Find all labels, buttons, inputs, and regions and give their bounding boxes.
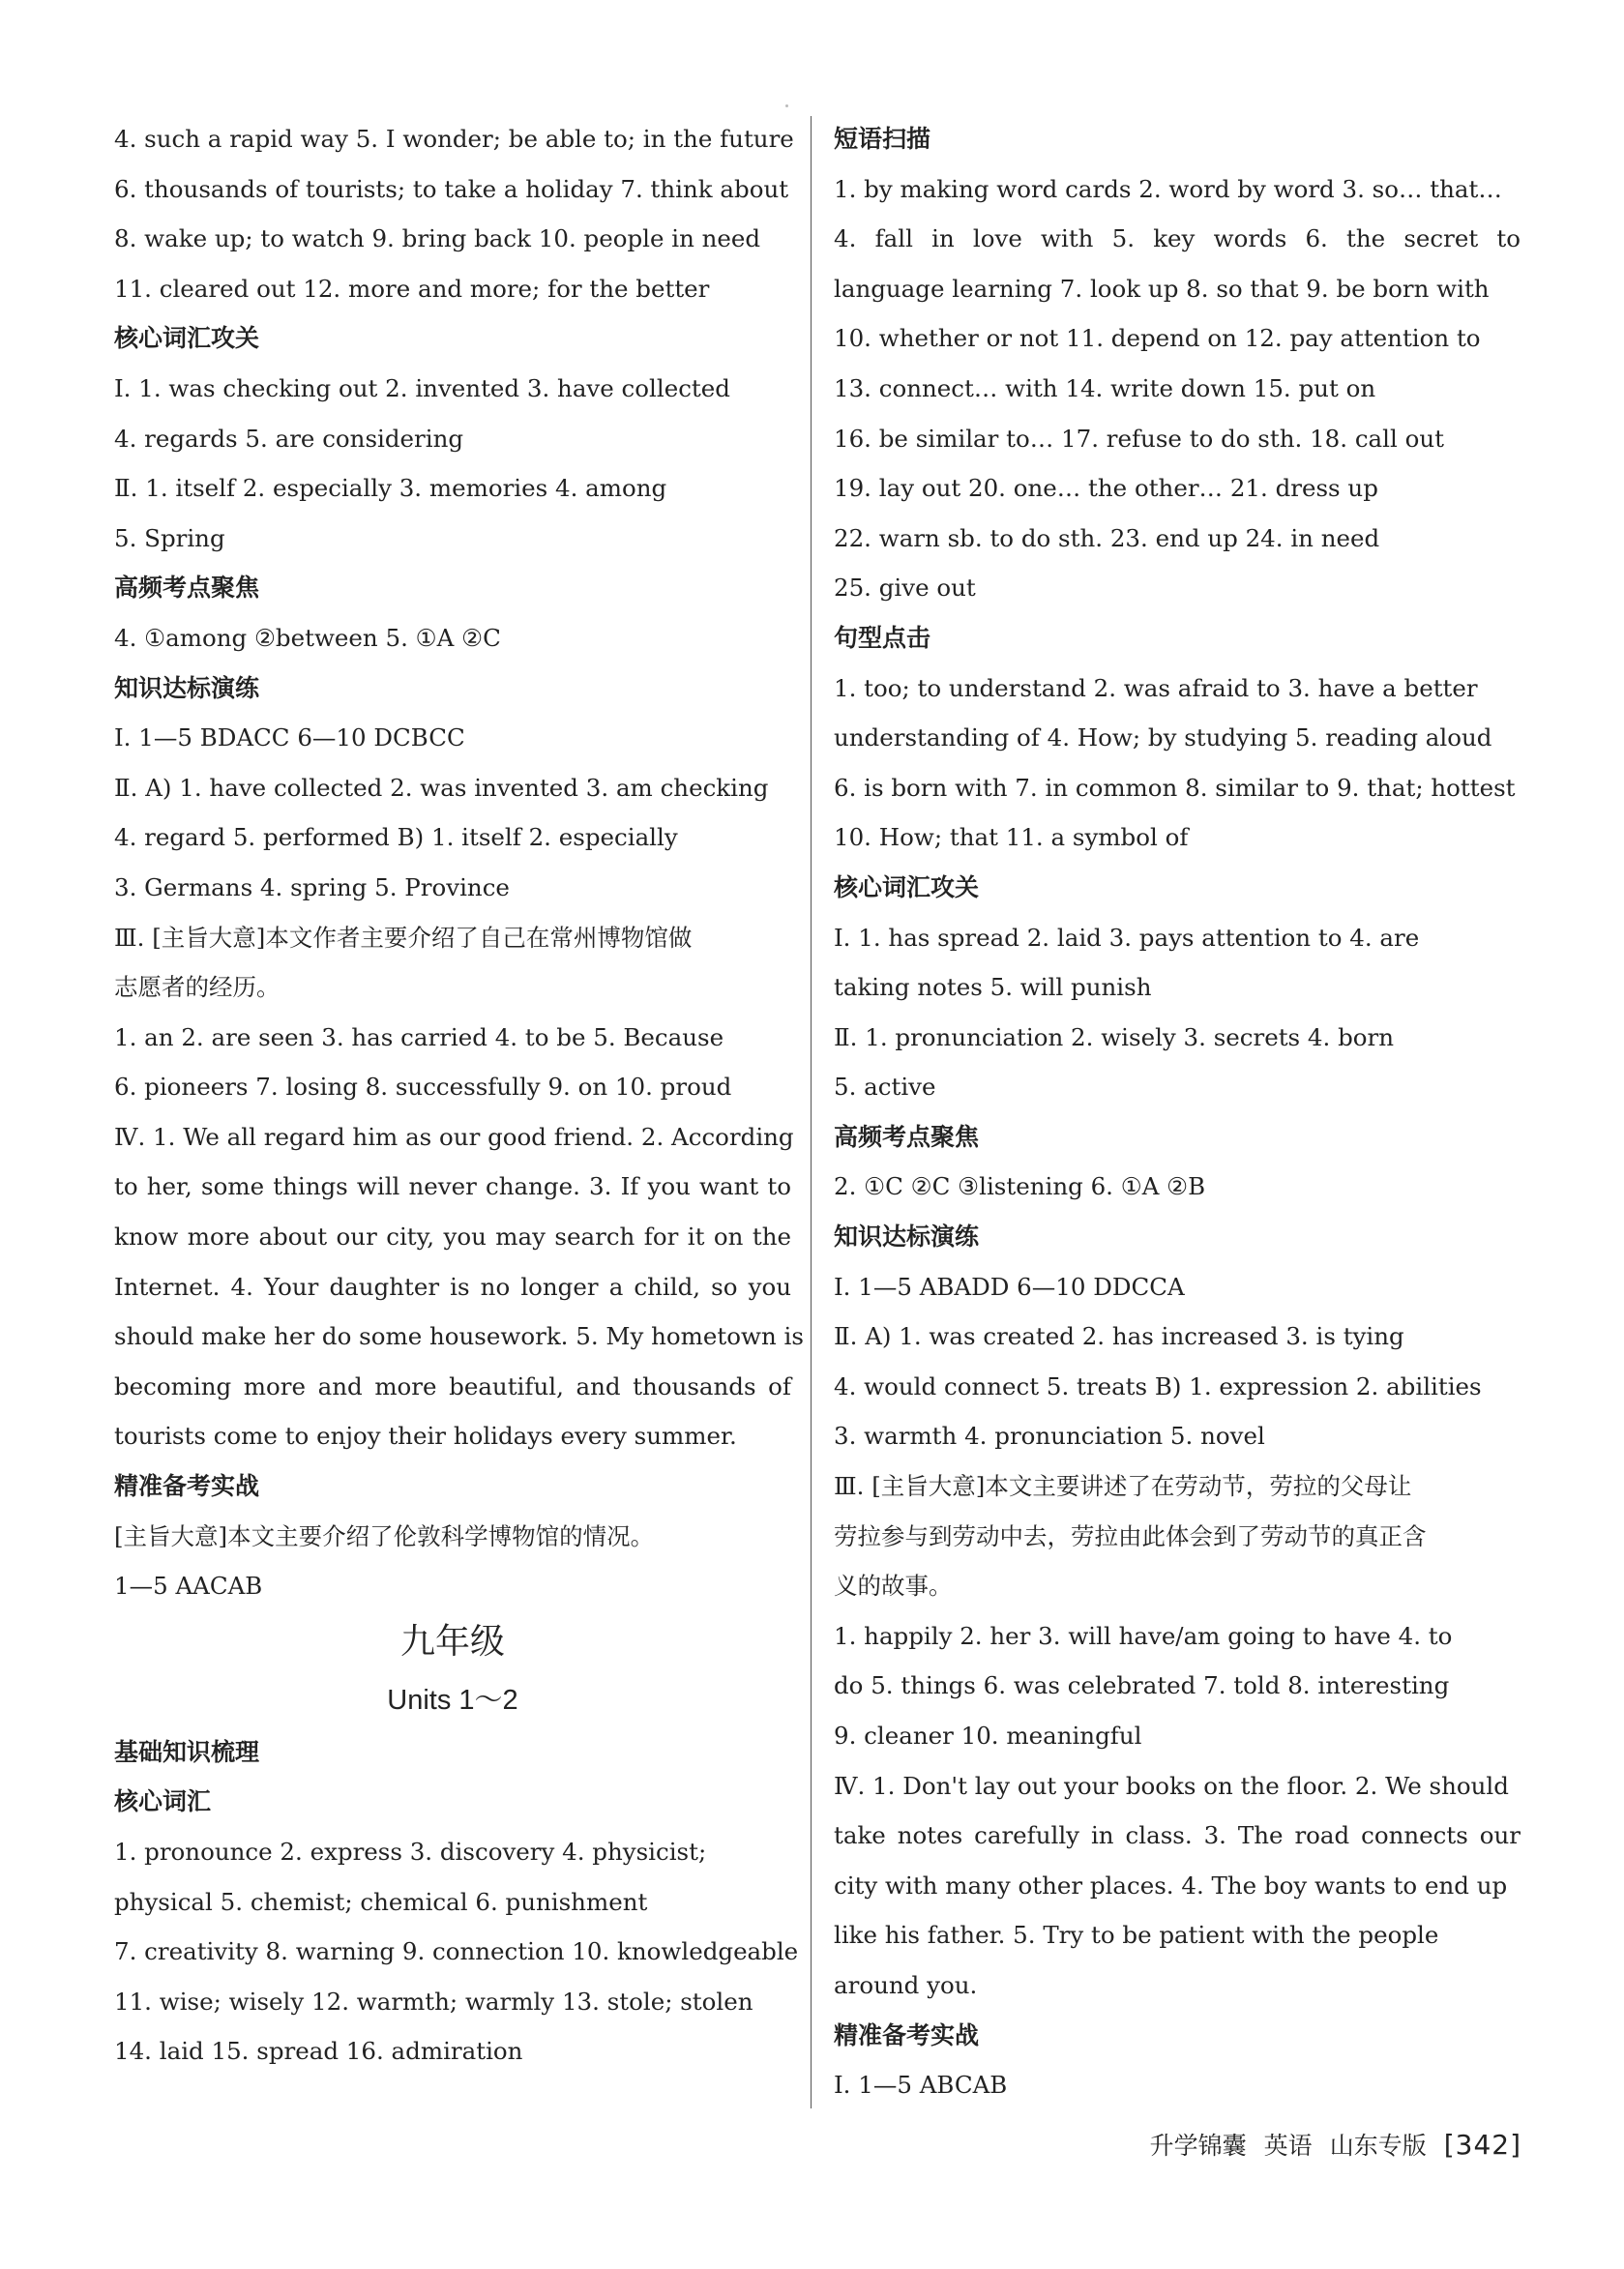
answer-line: 5. active: [834, 1073, 936, 1102]
answer-line: Ⅳ. 1. We all regard him as our good friend. 2. According: [114, 1122, 794, 1151]
answer-line: 4. regard 5. performed B) 1. itself 2. especially: [114, 823, 678, 852]
answer-line: 6. thousands of tourists; to take a holiday 7. think about: [114, 174, 789, 203]
section-heading: 核心词汇攻关: [834, 872, 980, 901]
answer-line: 9. cleaner 10. meaningful: [834, 1722, 1142, 1750]
answer-line: 7. creativity 8. warning 9. connection 10. knowledgeable: [114, 1937, 799, 1966]
answer-line: 5. Spring: [114, 523, 225, 552]
answer-line: 1. too; to understand 2. was afraid to 3. have a better: [834, 673, 1478, 702]
section-heading: 精准备考实战: [834, 2020, 980, 2049]
answer-line: do 5. things 6. was celebrated 7. told 8. interesting: [834, 1671, 1450, 1700]
section-heading: 知识达标演练: [114, 673, 260, 702]
answer-line: [主旨大意]本文主要介绍了伦敦科学博物馆的情况。: [114, 1521, 655, 1550]
answer-line: taking notes 5. will punish: [834, 973, 1152, 1002]
section-heading: 精准备考实战: [114, 1472, 260, 1501]
answer-line: Ⅲ. [主旨大意]本文作者主要介绍了自己在常州博物馆做: [114, 923, 693, 952]
answer-line: Ⅲ. [主旨大意]本文主要讲述了在劳动节，劳拉的父母让: [834, 1472, 1412, 1501]
answer-line: Ⅰ. 1. has spread 2. laid 3. pays attention to 4. are: [834, 923, 1420, 952]
answer-line: 14. laid 15. spread 16. admiration: [114, 2037, 523, 2066]
answer-line: 2. ①C ②C ③listening 6. ①A ②B: [834, 1172, 1206, 1201]
answer-line: 1. by making word cards 2. word by word 3. so… that…: [834, 174, 1502, 203]
answer-line: Ⅰ. 1—5 ABADD 6—10 DDCCA: [834, 1272, 1185, 1301]
answer-line: 1—5 AACAB: [114, 1572, 263, 1601]
answer-line: 11. cleared out 12. more and more; for the better: [114, 274, 710, 303]
answer-line: tourists come to enjoy their holidays every summer.: [114, 1422, 737, 1451]
page-footer: [1150, 2123, 1521, 2166]
answer-line: 16. be similar to… 17. refuse to do sth. 18. call out: [834, 424, 1444, 453]
answer-line: 义的故事。: [834, 1572, 953, 1601]
answer-line: like his father. 5. Try to be patient with the people: [834, 1921, 1439, 1950]
answer-line: around you.: [834, 1970, 978, 1999]
grade-title: 九年级: [399, 1621, 505, 1662]
column-divider: [811, 116, 812, 2108]
answer-line: Ⅱ. A) 1. was created 2. has increased 3. is tying: [834, 1322, 1404, 1351]
right-column: [834, 114, 1521, 2110]
answer-line: Internet. 4. Your daughter is no longer a child, so you: [114, 1272, 791, 1301]
page-number: [342]: [1443, 2128, 1521, 2161]
answer-line: 1. pronounce 2. express 3. discovery 4. physicist;: [114, 1838, 707, 1866]
answer-line: 8. wake up; to watch 9. bring back 10. people in need: [114, 224, 761, 253]
section-heading: 核心词汇: [114, 1787, 212, 1816]
scan-dot: [785, 104, 788, 107]
answer-line: 3. Germans 4. spring 5. Province: [114, 872, 510, 901]
answer-line: 6. is born with 7. in common 8. similar to 9. that; hottest: [834, 773, 1516, 802]
answer-line: 4. ①among ②between 5. ①A ②C: [114, 623, 501, 652]
section-heading: 高频考点聚焦: [834, 1122, 980, 1151]
section-heading: 短语扫描: [834, 125, 931, 153]
unit-title: Units 1～2: [387, 1684, 518, 1716]
answer-line: 1. happily 2. her 3. will have/am going to have 4. to: [834, 1621, 1453, 1650]
answer-line: 6. pioneers 7. losing 8. successfully 9. on 10. proud: [114, 1073, 732, 1102]
section-heading: 知识达标演练: [834, 1223, 980, 1252]
answer-line: 22. warn sb. to do sth. 23. end up 24. in need: [834, 523, 1380, 552]
answer-line: 志愿者的经历。: [114, 973, 281, 1002]
answer-line: Ⅰ. 1—5 BDACC 6—10 DCBCC: [114, 723, 465, 752]
answer-line: 25. give out: [834, 574, 976, 603]
answer-line: know more about our city, you may search for it on the: [114, 1223, 791, 1252]
answer-line: to her, some things will never change. 3. If you want to: [114, 1172, 791, 1201]
section-heading: 句型点击: [834, 623, 931, 652]
answer-line: 劳拉参与到劳动中去，劳拉由此体会到了劳动节的真正含: [834, 1521, 1427, 1550]
answer-line: 1. an 2. are seen 3. has carried 4. to be 5. Because: [114, 1022, 724, 1051]
answer-line: understanding of 4. How; by studying 5. reading aloud: [834, 723, 1492, 752]
answer-line: 10. whether or not 11. depend on 12. pay attention to: [834, 324, 1481, 353]
answer-line: Ⅱ. 1. pronunciation 2. wisely 3. secrets 4. born: [834, 1022, 1395, 1051]
answer-line: language learning 7. look up 8. so that 9. be born with: [834, 274, 1490, 303]
left-column: [114, 114, 804, 2077]
answer-line: 10. How; that 11. a symbol of: [834, 823, 1189, 852]
footer-edition: 山东专版: [1329, 2132, 1427, 2160]
footer-book-title: 升学锦囊: [1149, 2132, 1247, 2160]
answer-line: 4. regards 5. are considering: [114, 424, 464, 453]
answer-line: 13. connect… with 14. write down 15. put on: [834, 373, 1376, 402]
answer-line: Ⅰ. 1—5 ABCAB: [834, 2071, 1008, 2100]
answer-line: 4. would connect 5. treats B) 1. expression 2. abilities: [834, 1371, 1482, 1400]
answer-line: Ⅱ. A) 1. have collected 2. was invented 3. am checking: [114, 773, 769, 802]
footer-subject: 英语: [1263, 2132, 1313, 2160]
answer-line: should make her do some housework. 5. My hometown is: [114, 1322, 804, 1351]
answer-line: 4. such a rapid way 5. I wonder; be able to; in the future: [114, 125, 794, 153]
answer-line: 19. lay out 20. one… the other… 21. dress up: [834, 474, 1378, 503]
section-heading: 核心词汇攻关: [114, 324, 260, 353]
answer-line: 11. wise; wisely 12. warmth; warmly 13. stole; stolen: [114, 1987, 753, 2016]
answer-line: take notes carefully in class. 3. The road connects our: [834, 1821, 1521, 1850]
answer-line: becoming more and more beautiful, and thousands of: [114, 1371, 791, 1400]
answer-line: Ⅱ. 1. itself 2. especially 3. memories 4. among: [114, 474, 667, 503]
answer-line: 4. fall in love with 5. key words 6. the secret to: [834, 224, 1521, 253]
answer-line: Ⅳ. 1. Don't lay out your books on the floor. 2. We should: [834, 1771, 1509, 1800]
answer-line: 3. warmth 4. pronunciation 5. novel: [834, 1422, 1265, 1451]
answer-line: physical 5. chemist; chemical 6. punishment: [114, 1887, 648, 1916]
section-heading: 高频考点聚焦: [114, 574, 260, 603]
answer-line: Ⅰ. 1. was checking out 2. invented 3. have collected: [114, 373, 730, 402]
answer-line: city with many other places. 4. The boy wants to end up: [834, 1871, 1508, 1900]
section-heading: 基础知识梳理: [114, 1737, 260, 1766]
